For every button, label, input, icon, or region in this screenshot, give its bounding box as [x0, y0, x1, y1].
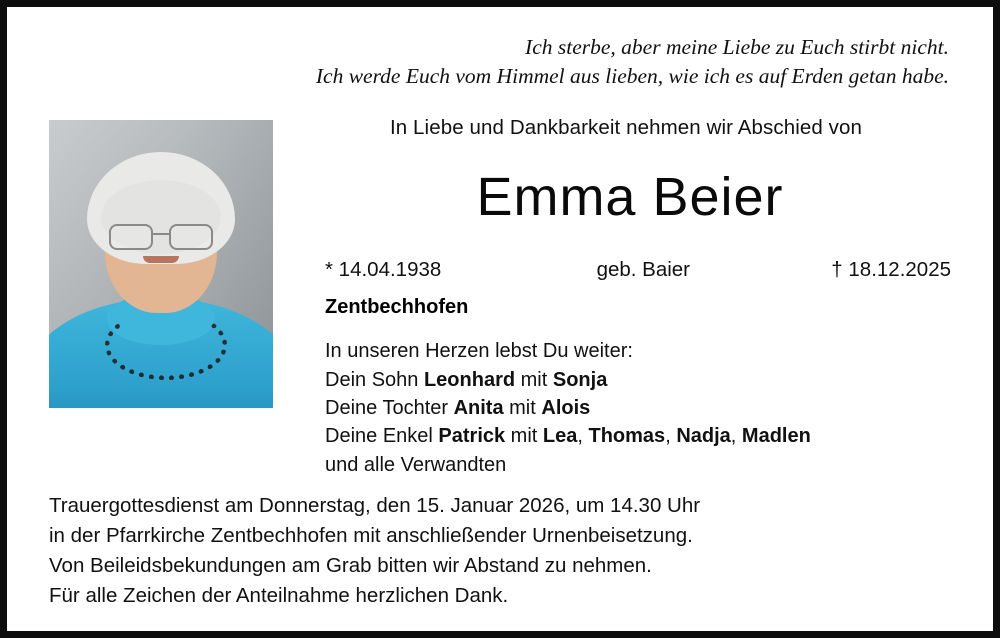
life-dates	[325, 258, 951, 282]
family-heading: In unseren Herzen lebst Du weiter:	[325, 340, 633, 363]
motto-block	[7, 7, 993, 90]
motto-line-1: Ich sterbe, aber meine Liebe zu Euch stirbt nicht.	[525, 35, 949, 59]
family-line-grandchildren: Deine Enkel Patrick mit Lea, Thomas, Nadja, Madlen	[325, 425, 811, 448]
grandchild-2: Thomas	[588, 425, 666, 448]
death-date: † 18.12.2025	[831, 258, 951, 282]
glasses-lens-left	[109, 224, 153, 250]
family-line-daughter: Deine Tochter Anita mit Alois	[325, 396, 591, 419]
family-line-son: Dein Sohn Leonhard mit Sonja	[325, 368, 608, 391]
glasses-icon	[109, 224, 213, 246]
grandchild-4: Madlen	[741, 425, 811, 448]
obituary-inner	[7, 7, 993, 631]
maiden-name: geb. Baier	[596, 258, 691, 282]
family-block	[325, 337, 951, 479]
place-name: Zentbechhofen	[325, 296, 469, 319]
announcement-intro: In Liebe und Dankbarkeit nehmen wir Abschied von	[389, 116, 863, 140]
service-line-3: Von Beileidsbekundungen am Grab bitten wir Abstand zu nehmen.	[49, 553, 652, 577]
glasses-bridge	[151, 233, 171, 235]
deceased-name: Emma Beier	[476, 167, 784, 228]
grandchild-3: Nadja	[676, 425, 731, 448]
motto-line-2: Ich werde Euch vom Himmel aus lieben, wie ich es auf Erden getan habe.	[315, 63, 949, 88]
portrait-necklace	[105, 310, 227, 380]
service-line-4: Für alle Zeichen der Anteilnahme herzlichen Dank.	[49, 583, 509, 607]
service-details	[49, 491, 957, 612]
service-line-1: Trauergottesdienst am Donnerstag, den 15. Januar 2026, um 14.30 Uhr	[49, 493, 701, 517]
announcement-column	[325, 116, 951, 479]
family-line-relatives: und alle Verwandten	[325, 453, 507, 476]
birth-date: * 14.04.1938	[325, 258, 442, 282]
portrait-photo	[49, 120, 273, 408]
body-area	[7, 116, 993, 484]
glasses-lens-right	[169, 224, 213, 250]
service-line-2: in der Pfarrkirche Zentbechhofen mit anschließender Urnenbeisetzung.	[49, 523, 693, 547]
portrait-mouth	[143, 256, 179, 263]
